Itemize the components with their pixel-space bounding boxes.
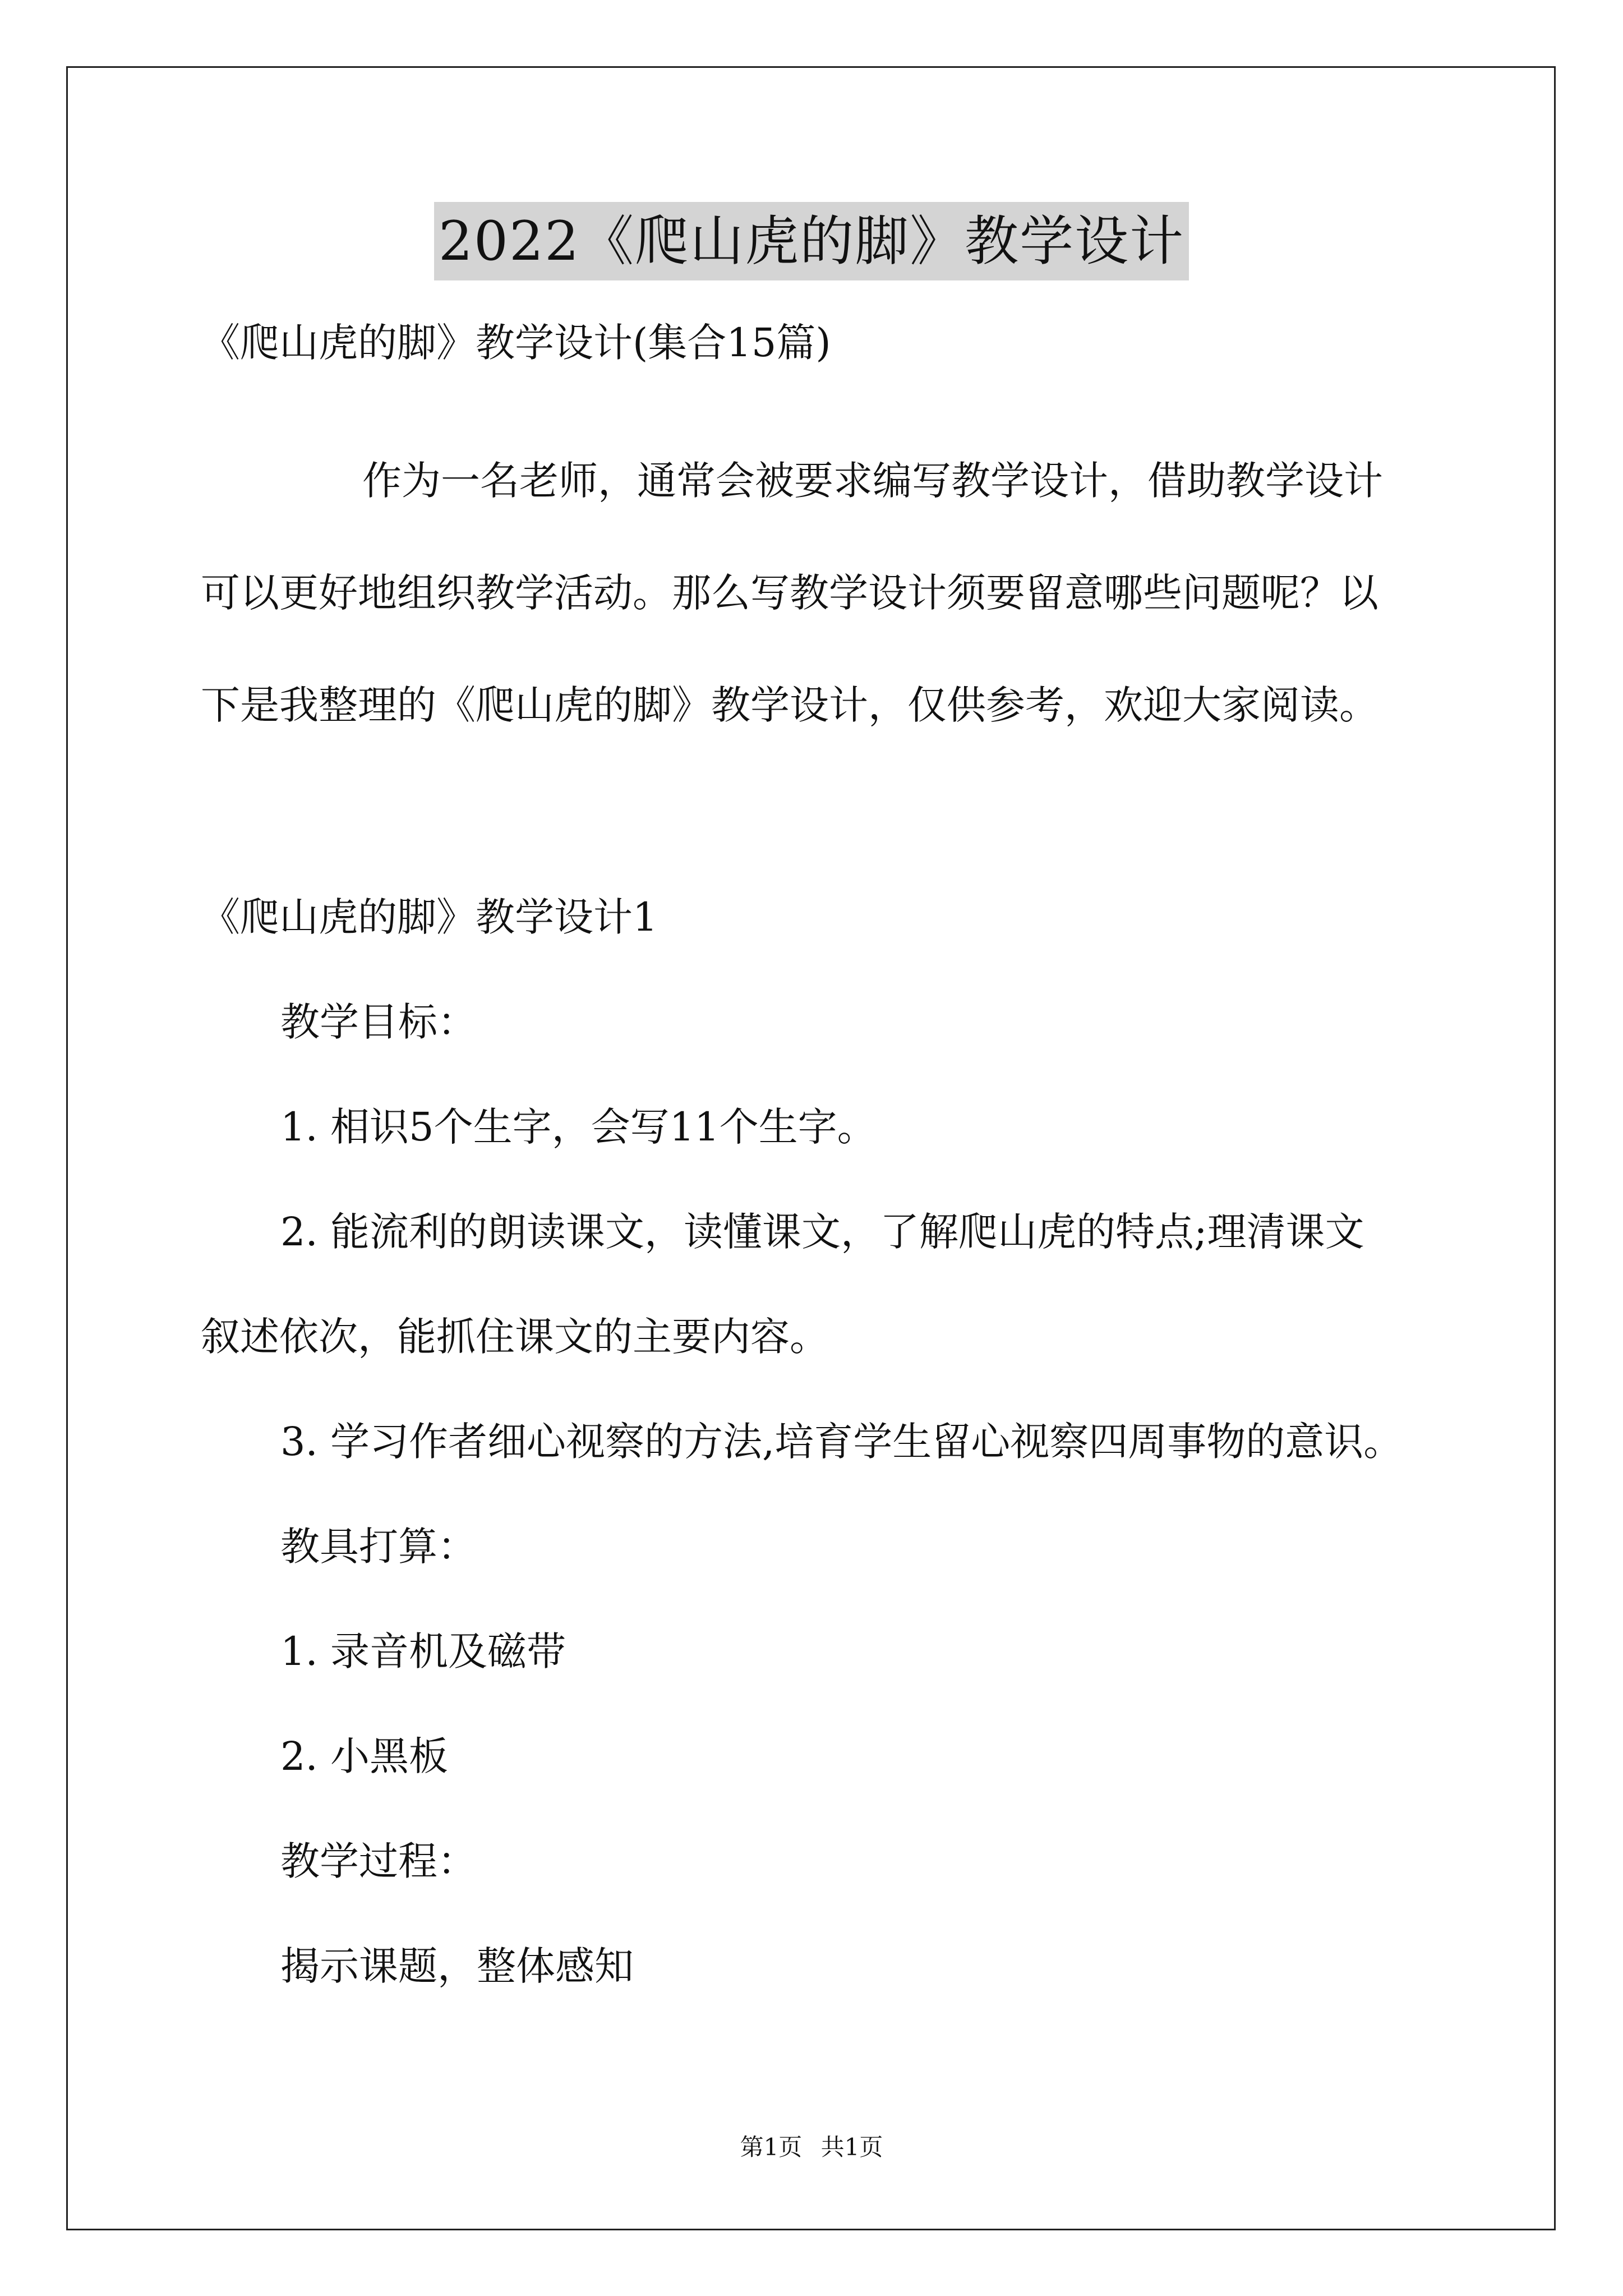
intro-line-2: 可以更好地组织教学活动。那么写教学设计须要留意哪些问题呢？以 (201, 570, 1378, 616)
intro-line-1: 作为一名老师，通常会被要求编写教学设计，借助教学设计 (362, 458, 1383, 504)
title-container (0, 202, 1623, 280)
subtitle: 《爬山虎的脚》教学设计(集合15篇) (201, 320, 831, 366)
page-footer (0, 2131, 1623, 2164)
page-total: 共1页 (820, 2133, 883, 2161)
document-title: 2022《爬山虎的脚》教学设计 (434, 202, 1189, 280)
objective-3: 3. 学习作者细心视察的方法,培育学生留心视察四周事物的意识。 (280, 1419, 1403, 1465)
process-label: 教学过程： (280, 1838, 477, 1884)
intro-line-3: 下是我整理的《爬山虎的脚》教学设计，仅供参考，欢迎大家阅读。 (201, 682, 1378, 728)
tool-1: 1. 录音机及磁带 (280, 1628, 566, 1674)
tool-2: 2. 小黑板 (280, 1733, 449, 1779)
page-number: 第1页 (740, 2133, 803, 2161)
tools-label: 教具打算： (280, 1524, 477, 1570)
objective-1: 1. 相识5个生字，会写11个生字。 (280, 1104, 877, 1150)
process-step-1: 揭示课题，整体感知 (280, 1943, 634, 1989)
objective-2: 2. 能流利的朗读课文，读懂课文，了解爬山虎的特点;理清课文 (280, 1209, 1364, 1255)
section-heading: 《爬山虎的脚》教学设计1 (201, 894, 658, 940)
objectives-label: 教学目标： (280, 999, 477, 1045)
objective-2-cont: 叙述依次，能抓住课文的主要内容。 (201, 1314, 829, 1360)
